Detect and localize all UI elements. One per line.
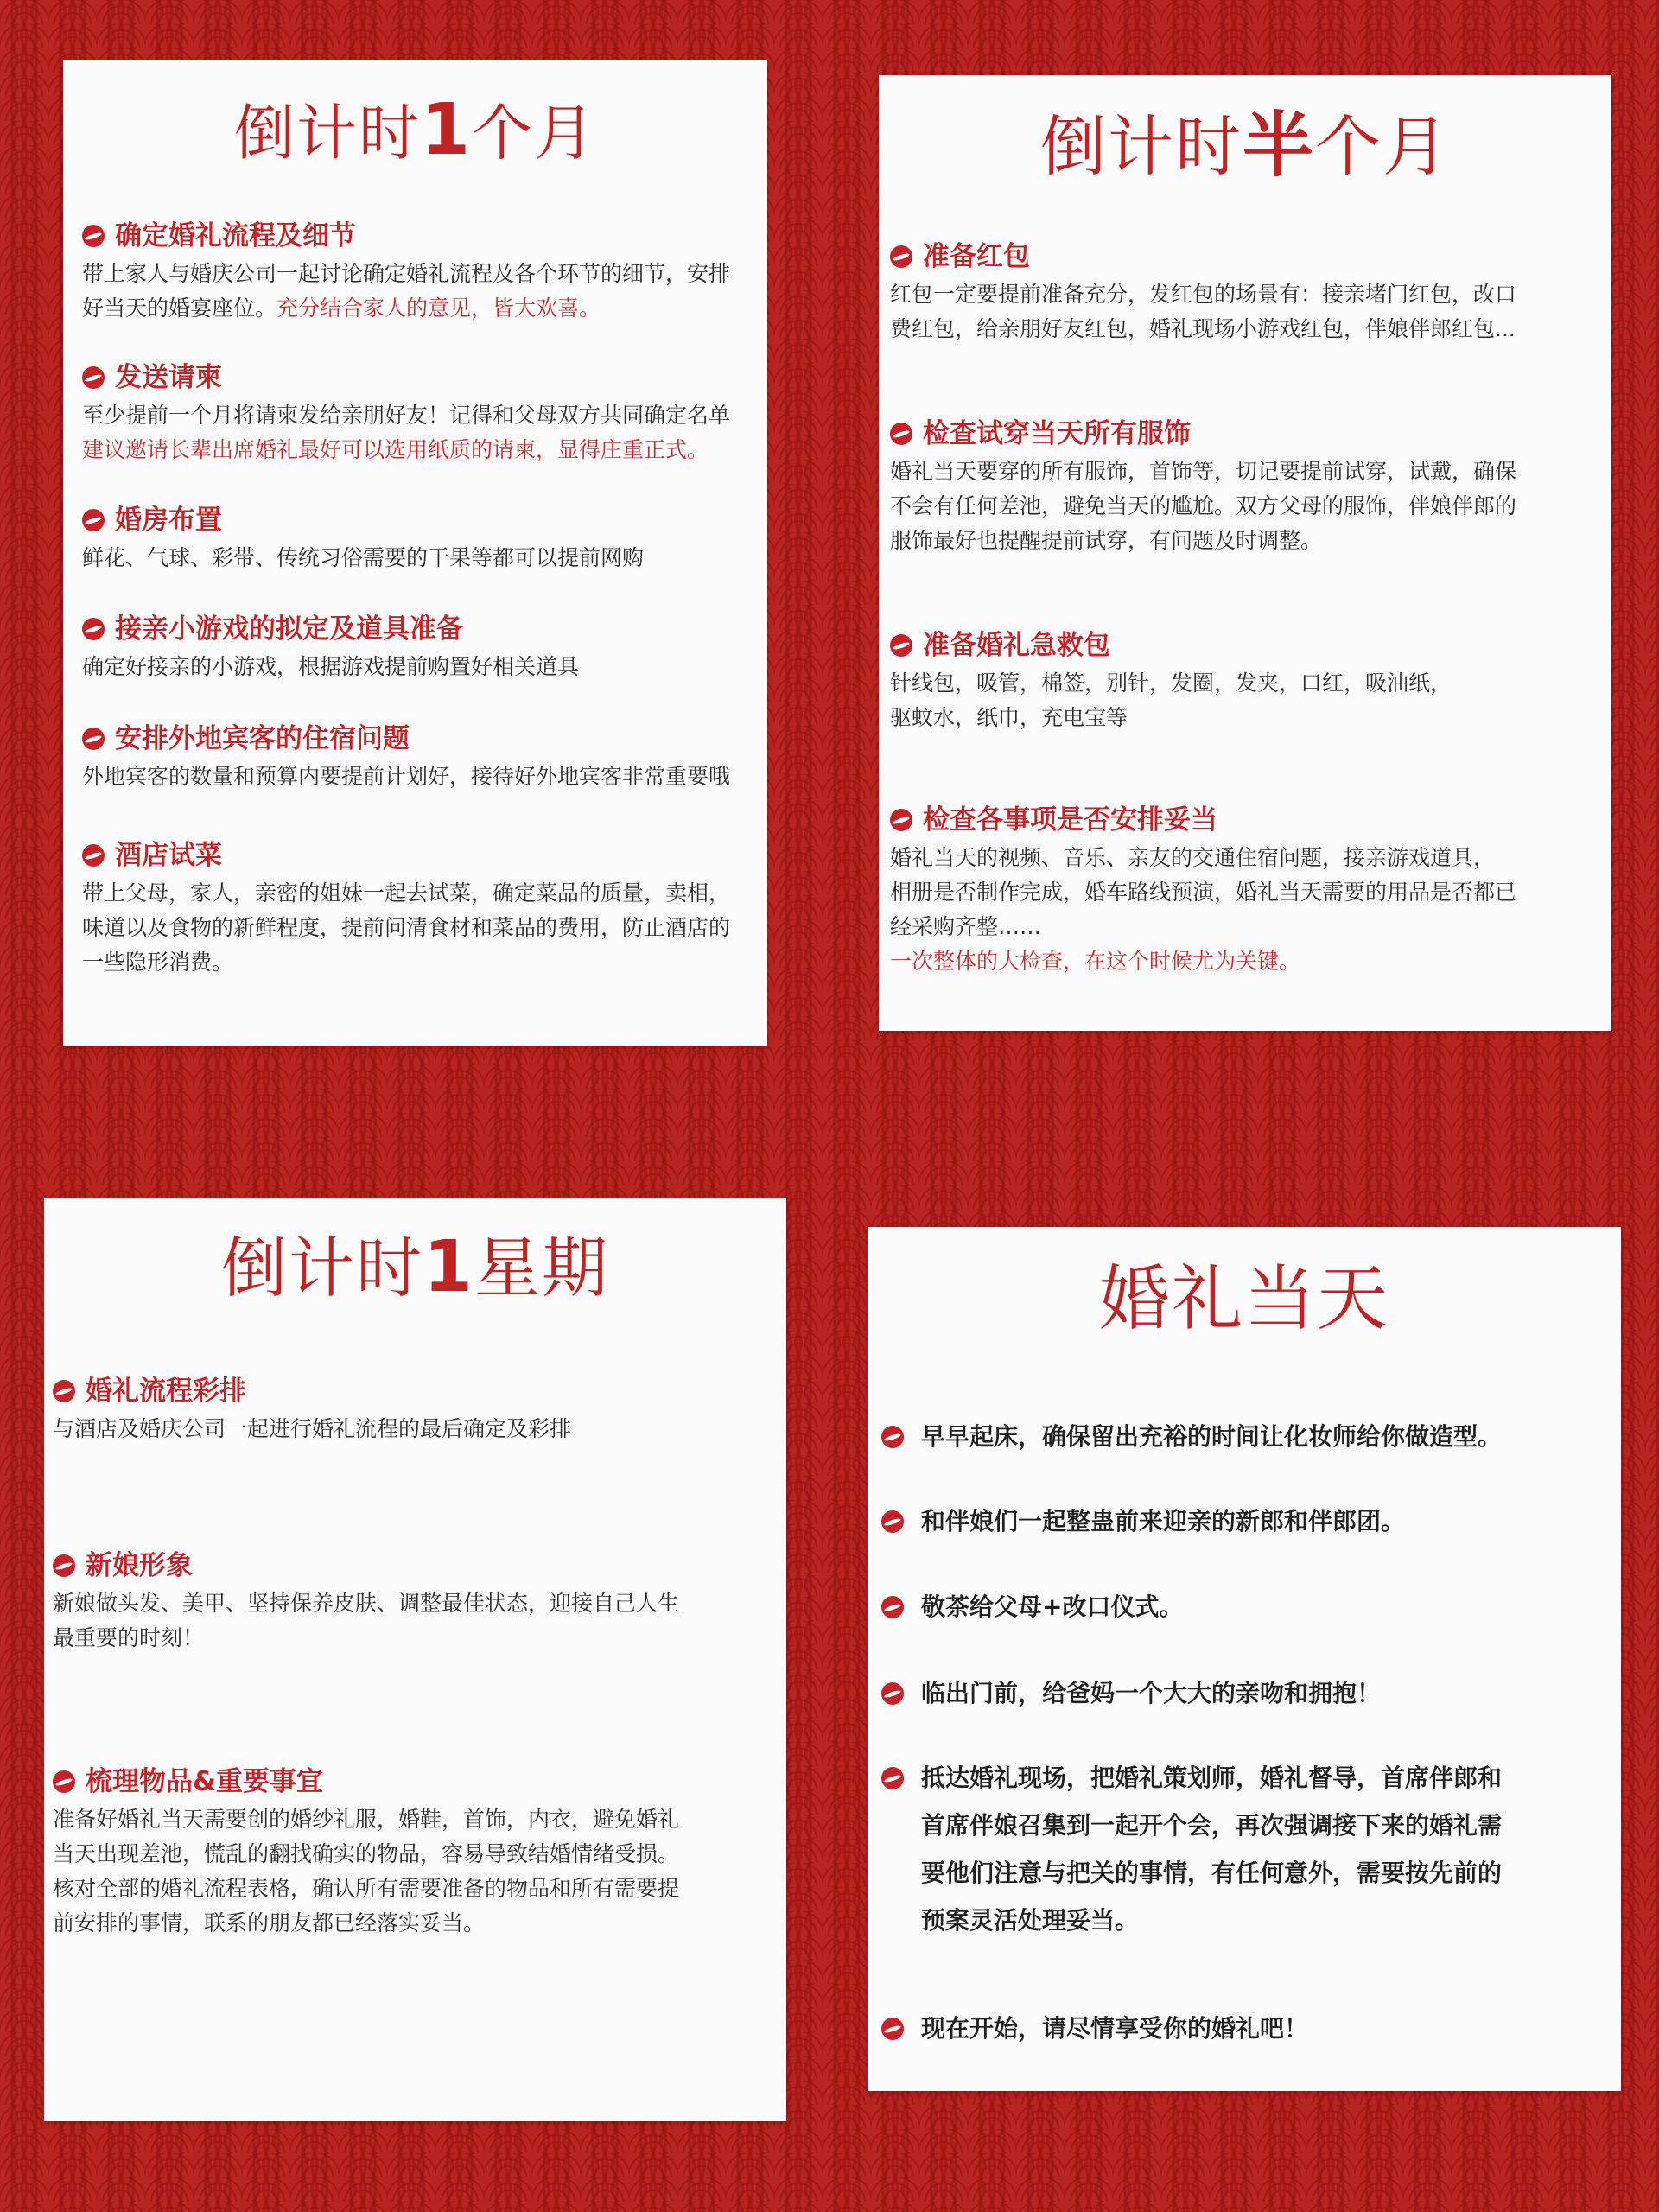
section-wedding-flow xyxy=(82,219,759,326)
bullet-icon xyxy=(881,1426,904,1448)
section-body: 准备好婚礼当天需要创的婚纱礼服，婚鞋，首饰，内衣，避免婚礼 当天出现差池，慌乱的翻找确实的物品，容易导致结婚情绪受损。 核对全部的婚礼流程表格，确认所有需要准备的物品和所有需要提 前安排的事情，联系的朋友都已经落实妥当。 xyxy=(53,1807,680,1936)
section-final-check xyxy=(890,803,1603,979)
list-item: 敬茶给父母+改口仪式。 xyxy=(881,1583,1604,1630)
bullet-icon xyxy=(881,1510,904,1533)
section-heading: 新娘形象 xyxy=(53,1548,778,1583)
section-body: 带上父母，家人，亲密的姐妹一起去试菜，确定菜品的质量，卖相， 味道以及食物的新鲜程度，提前问清食材和菜品的费用，防止酒店的 一些隐形消费。 xyxy=(82,880,731,975)
bullet-icon xyxy=(881,1682,904,1705)
section-body: 至少提前一个月将请柬发给亲朋好友！记得和父母双方共同确定名单 建议邀请长辈出席婚礼最好可以选用纸质的请柬，显得庄重正式。 xyxy=(82,403,731,462)
list-item: 抵达婚礼现场，把婚礼策划师，婚礼督导，首席伴郎和 首席伴娘召集到一起开个会，再次强调接下来的婚礼需 要他们注意与把关的事情，有任何意外，需要按先前的 预案灵活处理妥当。 xyxy=(881,1754,1604,1944)
bullet-icon xyxy=(881,1596,904,1618)
section-body: 婚礼当天要穿的所有服饰，首饰等，切记要提前试穿，试戴，确保 不会有任何差池，避免当天的尴尬。双方父母的服饰，伴娘伴郎的 服饰最好也提醒提前试穿，有问题及时调整。 xyxy=(890,459,1517,553)
card-one-month xyxy=(63,60,767,1046)
section-heading: 安排外地宾客的住宿问题 xyxy=(82,721,759,756)
section-body: 确定好接亲的小游戏，根据游戏提前购置好相关道具 xyxy=(82,654,580,679)
bullet-icon xyxy=(890,809,912,831)
section-heading: 准备红包 xyxy=(890,239,1603,274)
section-menu-tasting xyxy=(82,838,759,980)
section-heading: 酒店试菜 xyxy=(82,838,759,873)
list-item: 和伴娘们一起整蛊前来迎亲的新郎和伴郎团。 xyxy=(881,1497,1604,1545)
list-item: 临出门前，给爸妈一个大大的亲吻和拥抱！ xyxy=(881,1669,1604,1717)
section-rehearsal xyxy=(53,1374,778,1446)
section-heading: 婚礼流程彩排 xyxy=(53,1374,778,1408)
section-body: 婚礼当天的视频、音乐、亲友的交通住宿问题，接亲游戏道具， 相册是否制作完成，婚车路线预演，婚礼当天需要的用品是否都已 经采购齐整…… 一次整体的大检查，在这个时候尤为关键。 xyxy=(890,845,1517,974)
card-one-week xyxy=(44,1198,786,2121)
bullet-icon xyxy=(82,509,105,531)
bullet-icon xyxy=(881,2018,904,2040)
section-heading: 准备婚礼急救包 xyxy=(890,628,1603,663)
section-fitting xyxy=(890,416,1603,558)
card-title: 婚礼当天 xyxy=(1098,1258,1389,1340)
bullet-icon xyxy=(53,1770,75,1793)
section-body: 新娘做头发、美甲、坚持保养皮肤、调整最佳状态，迎接自己人生 最重要的时刻！ xyxy=(53,1591,680,1650)
section-games xyxy=(82,612,759,684)
bullet-icon xyxy=(890,423,912,445)
section-body: 外地宾客的数量和预算内要提前计划好，接待好外地宾客非常重要哦 xyxy=(82,764,731,789)
bullet-icon xyxy=(82,844,105,867)
section-heading: 检查试穿当天所有服饰 xyxy=(890,416,1603,451)
card-wedding-day xyxy=(868,1227,1621,2091)
section-heading: 检查各事项是否安排妥当 xyxy=(890,803,1603,837)
card-title: 倒计时1个月 xyxy=(233,89,597,171)
section-heading: 婚房布置 xyxy=(82,503,759,537)
list-item: 早早起床，确保留出充裕的时间让化妆师给你做造型。 xyxy=(881,1413,1604,1460)
section-heading: 接亲小游戏的拟定及道具准备 xyxy=(82,612,759,646)
card-half-month xyxy=(879,75,1611,1031)
bullet-icon xyxy=(881,1767,904,1789)
section-body: 鲜花、气球、彩带、传统习俗需要的干果等都可以提前网购 xyxy=(82,545,645,570)
bullet-icon xyxy=(890,245,912,268)
section-body: 针线包，吸管，棉签，别针，发圈，发夹，口红，吸油纸， 驱蚊水，纸巾，充电宝等 xyxy=(890,671,1452,730)
section-items-review xyxy=(53,1764,778,1941)
section-body: 红包一定要提前准备充分，发红包的场景有：接亲堵门红包，改口 费红包，给亲朋好友红包，婚礼现场小游戏红包，伴娘伴郎红包... xyxy=(890,282,1517,341)
list-item: 现在开始，请尽情享受你的婚礼吧！ xyxy=(881,2005,1604,2052)
section-red-envelopes xyxy=(890,239,1603,346)
bullet-icon xyxy=(890,634,912,657)
section-guest-lodging xyxy=(82,721,759,794)
bullet-icon xyxy=(82,366,105,389)
section-heading: 梳理物品&重要事宜 xyxy=(53,1764,778,1799)
section-invitations xyxy=(82,360,759,467)
bullet-icon xyxy=(82,225,105,247)
bullet-icon xyxy=(82,618,105,640)
bullet-icon xyxy=(53,1380,75,1402)
bullet-icon xyxy=(82,728,105,750)
section-bride-look xyxy=(53,1548,778,1656)
section-bridal-room xyxy=(82,503,759,575)
section-heading: 确定婚礼流程及细节 xyxy=(82,219,759,253)
section-heading: 发送请柬 xyxy=(82,360,759,395)
section-emergency-kit xyxy=(890,628,1603,735)
section-body: 与酒店及婚庆公司一起进行婚礼流程的最后确定及彩排 xyxy=(53,1416,572,1441)
card-title: 倒计时半个月 xyxy=(1039,105,1450,187)
bullet-icon xyxy=(53,1554,75,1577)
section-body: 带上家人与婚庆公司一起讨论确定婚礼流程及各个环节的细节，安排 好当天的婚宴座位。充分结合家人的意见，皆大欢喜。 xyxy=(82,261,731,321)
card-title: 倒计时1星期 xyxy=(220,1226,610,1308)
